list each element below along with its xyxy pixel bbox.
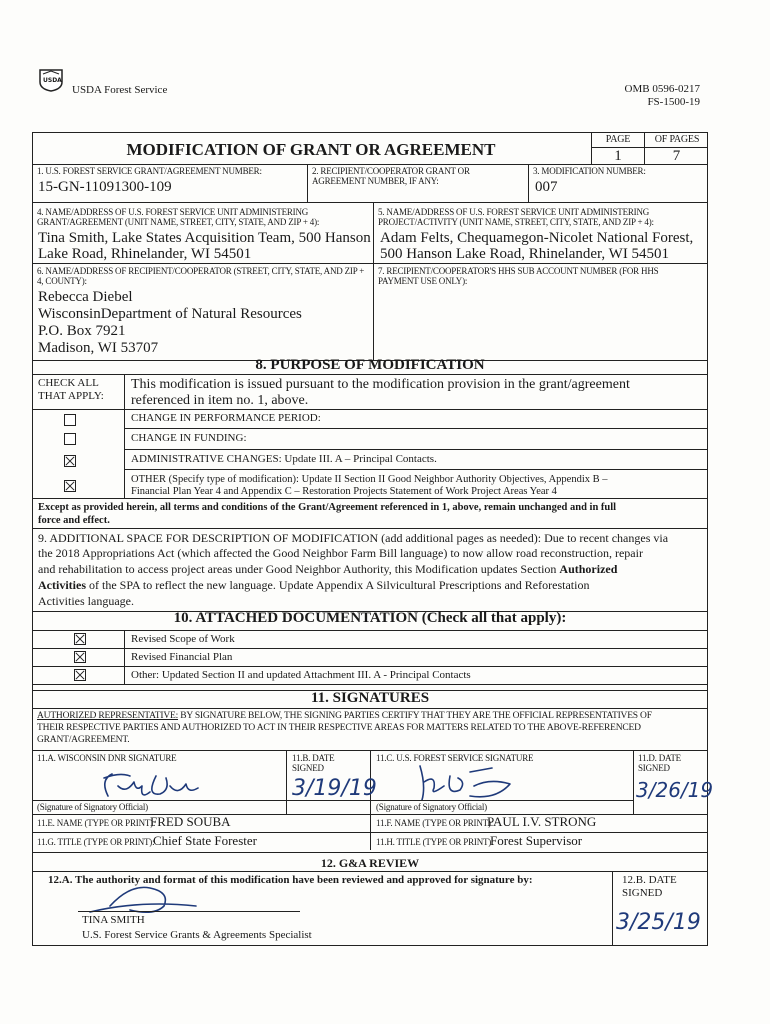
field11g-label: 11.G. TITLE (TYPE OR PRINT): xyxy=(37,837,155,847)
date-11b-text: 3/19/19 xyxy=(292,776,377,801)
field3-label: 3. MODIFICATION NUMBER: xyxy=(533,166,646,176)
field5-value-2: 500 Hanson Lake Road, Rhinelander, WI 54501 xyxy=(380,246,670,262)
field11e-value: FRED SOUBA xyxy=(150,814,231,829)
section9-line-3-bold: Authorized xyxy=(559,562,618,576)
purpose-statement-2: referenced in item no. 1, above. xyxy=(131,393,309,408)
auth-statement-1 xyxy=(37,711,652,721)
attach-financial-plan: Revised Financial Plan xyxy=(131,651,233,663)
logo-text: USDA xyxy=(43,77,62,84)
reviewer-title: U.S. Forest Service Grants & Agreements Specialist xyxy=(82,929,312,941)
signature-official-left: (Signature of Signatory Official) xyxy=(37,802,148,812)
field6-label-1: 6. NAME/ADDRESS OF RECIPIENT/COOPERATOR (STREET, CITY, STATE, AND ZIP + xyxy=(37,266,365,276)
section9-line-2: the 2018 Appropriations Act (which affected the Good Neighbor Farm Bill language) to now allow road reconstruction, repair xyxy=(38,546,643,560)
recipient-line: Rebecca Diebel xyxy=(38,289,133,305)
date-12b xyxy=(616,910,701,935)
of-pages-label: OF PAGES xyxy=(654,134,700,145)
date-11b xyxy=(292,776,377,801)
recipient-line: WisconsinDepartment of Natural Resources xyxy=(38,306,302,322)
field11h-label: 11.H. TITLE (TYPE OR PRINT): xyxy=(376,837,494,847)
reviewer-name: TINA SMITH xyxy=(82,914,145,926)
dnr-signature xyxy=(90,756,210,804)
auth-prefix: AUTHORIZED REPRESENTATIVE: xyxy=(37,711,179,721)
section9-line-4 xyxy=(38,578,589,593)
modification-number: 007 xyxy=(535,179,558,195)
auth-statement-3: GRANT/AGREEMENT. xyxy=(37,735,130,745)
omb-number: OMB 0596-0217 xyxy=(624,83,700,95)
section9-line-3-text: and rehabilitation to access project areas under Good Neighbor Authority, this Modification updates Section xyxy=(38,562,557,576)
field4-label-2: GRANT/AGREEMENT (UNIT NAME, STREET, CITY, STATE, AND ZIP + 4): xyxy=(37,217,320,227)
field6-label-2: 4, COUNTY): xyxy=(37,276,87,286)
field11d-label-1: 11.D. DATE xyxy=(638,753,681,763)
form-title: MODIFICATION OF GRANT OR AGREEMENT xyxy=(126,140,496,159)
attach-check-financial[interactable] xyxy=(74,651,86,663)
page-label: PAGE xyxy=(605,134,631,145)
field11f-label: 11.F. NAME (TYPE OR PRINT): xyxy=(376,818,494,828)
checkbox-administrative[interactable] xyxy=(64,455,76,467)
field11b-label-2: SIGNED xyxy=(292,763,324,773)
field4-label-1: 4. NAME/ADDRESS OF U.S. FOREST SERVICE UNIT ADMINISTERING xyxy=(37,207,309,217)
forest-service-signature xyxy=(400,756,530,804)
section9-line-1: 9. ADDITIONAL SPACE FOR DESCRIPTION OF MODIFICATION (add additional pages as needed): Due to recent changes via xyxy=(38,531,669,545)
option-performance-period: CHANGE IN PERFORMANCE PERIOD: xyxy=(131,412,321,424)
field12b-label-1: 12.B. DATE xyxy=(622,874,677,886)
page-number: 1 xyxy=(614,148,622,164)
attach-check-scope[interactable] xyxy=(74,633,86,645)
field11f-value: PAUL I.V. STRONG xyxy=(487,814,597,829)
section12-title: 12. G&A REVIEW xyxy=(320,856,420,870)
field7-label-1: 7. RECIPIENT/COOPERATOR'S HHS SUB ACCOUNT NUMBER (FOR HHS xyxy=(378,266,659,276)
checkbox-funding[interactable] xyxy=(64,433,76,445)
grant-number: 15-GN-11091300-109 xyxy=(38,179,172,195)
attach-other: Other: Updated Section II and updated Attachment III. A - Principal Contacts xyxy=(131,669,471,681)
date-12b-text: 3/25/19 xyxy=(616,910,701,935)
except-statement-1: Except as provided herein, all terms and conditions of the Grant/Agreement referenced in 1, above, remain unchanged and in full xyxy=(38,502,617,513)
section9-line-3 xyxy=(38,562,617,577)
form-number: FS-1500-19 xyxy=(647,96,700,108)
field11c-label: 11.C. U.S. FOREST SERVICE SIGNATURE xyxy=(376,753,534,763)
recipient-line: Madison, WI 53707 xyxy=(38,340,159,356)
checkbox-other[interactable] xyxy=(64,480,76,492)
field12b-label-2: SIGNED xyxy=(622,887,663,899)
field11e-label: 11.E. NAME (TYPE OR PRINT): xyxy=(37,818,156,828)
section11-title: 11. SIGNATURES xyxy=(310,690,430,706)
section9-line-4-bold: Activities xyxy=(38,578,86,592)
field11h-value: Forest Supervisor xyxy=(490,833,583,848)
option-administrative: ADMINISTRATIVE CHANGES: Update III. A – Principal Contacts. xyxy=(131,453,437,465)
auth-line-1: BY SIGNATURE BELOW, THE SIGNING PARTIES CERTIFY THAT THEY ARE THE OFFICIAL REPRESENTATIVES OF xyxy=(178,711,652,721)
date-11d xyxy=(636,778,713,802)
field11d-label-2: SIGNED xyxy=(638,763,670,773)
attach-scope-of-work: Revised Scope of Work xyxy=(131,633,235,645)
section12a-text: 12.A. The authority and format of this modification have been reviewed and approved for signature by: xyxy=(48,874,533,886)
field4-value-1: Tina Smith, Lake States Acquisition Team, 500 Hanson xyxy=(38,230,371,246)
field4-value-2: Lake Road, Rhinelander, WI 54501 xyxy=(38,246,252,262)
field1-label: 1. U.S. FOREST SERVICE GRANT/AGREEMENT NUMBER: xyxy=(37,166,262,176)
check-all-label-1: CHECK ALL xyxy=(38,377,99,389)
option-other-2: Financial Plan Year 4 and Appendix C – Restoration Projects Statement of Work Project Areas Year 4 xyxy=(131,486,557,497)
agency-name: USDA Forest Service xyxy=(72,84,168,96)
field5-label-2: PROJECT/ACTIVITY (UNIT NAME, STREET, CITY, STATE, AND ZIP + 4): xyxy=(378,217,654,227)
purpose-statement-1: This modification is issued pursuant to the modification provision in the grant/agreement xyxy=(131,377,630,392)
check-all-label-2: THAT APPLY: xyxy=(38,390,104,402)
auth-statement-2: THEIR RESPECTIVE PARTIES AND AUTHORIZED TO ACT IN THEIR RESPECTIVE AREAS FOR MATTERS RELATED TO THE ABOVE-REFERENCED xyxy=(37,723,641,733)
section9-line-4-text: of the SPA to reflect the new language. Update Appendix A Silvicultural Prescriptions and Reforestation xyxy=(88,578,590,592)
field11a-label: 11.A. WISCONSIN DNR SIGNATURE xyxy=(37,753,177,763)
recipient-line: P.O. Box 7921 xyxy=(38,323,126,339)
except-statement-2: force and effect. xyxy=(38,515,110,526)
field5-value-1: Adam Felts, Chequamegon-Nicolet National Forest, xyxy=(380,230,694,246)
attach-check-other[interactable] xyxy=(74,669,86,681)
field2-label-2: AGREEMENT NUMBER, IF ANY: xyxy=(312,176,439,186)
field11g-value: Chief State Forester xyxy=(153,833,257,848)
checkbox-performance-period[interactable] xyxy=(64,414,76,426)
section10-title: 10. ATTACHED DOCUMENTATION (Check all that apply): xyxy=(173,610,567,626)
total-pages: 7 xyxy=(672,148,681,164)
option-other-1: OTHER (Specify type of modification): Update II Section II Good Neighbor Authority Objectives, Appendix B – xyxy=(131,474,608,485)
field5-label-1: 5. NAME/ADDRESS OF U.S. FOREST SERVICE UNIT ADMINISTERING xyxy=(378,207,650,217)
field7-label-2: PAYMENT USE ONLY): xyxy=(378,276,468,286)
usda-logo xyxy=(38,68,64,92)
section8-title: 8. PURPOSE OF MODIFICATION xyxy=(255,357,485,373)
field2-label-1: 2. RECIPIENT/COOPERATOR GRANT OR xyxy=(312,166,470,176)
date-11d-text: 3/26/19 xyxy=(636,778,714,802)
signature-official-right: (Signature of Signatory Official) xyxy=(376,802,487,812)
section9-line-5: Activities language. xyxy=(38,594,134,608)
option-funding: CHANGE IN FUNDING: xyxy=(131,432,247,444)
field11b-label-1: 11.B. DATE xyxy=(292,753,335,763)
